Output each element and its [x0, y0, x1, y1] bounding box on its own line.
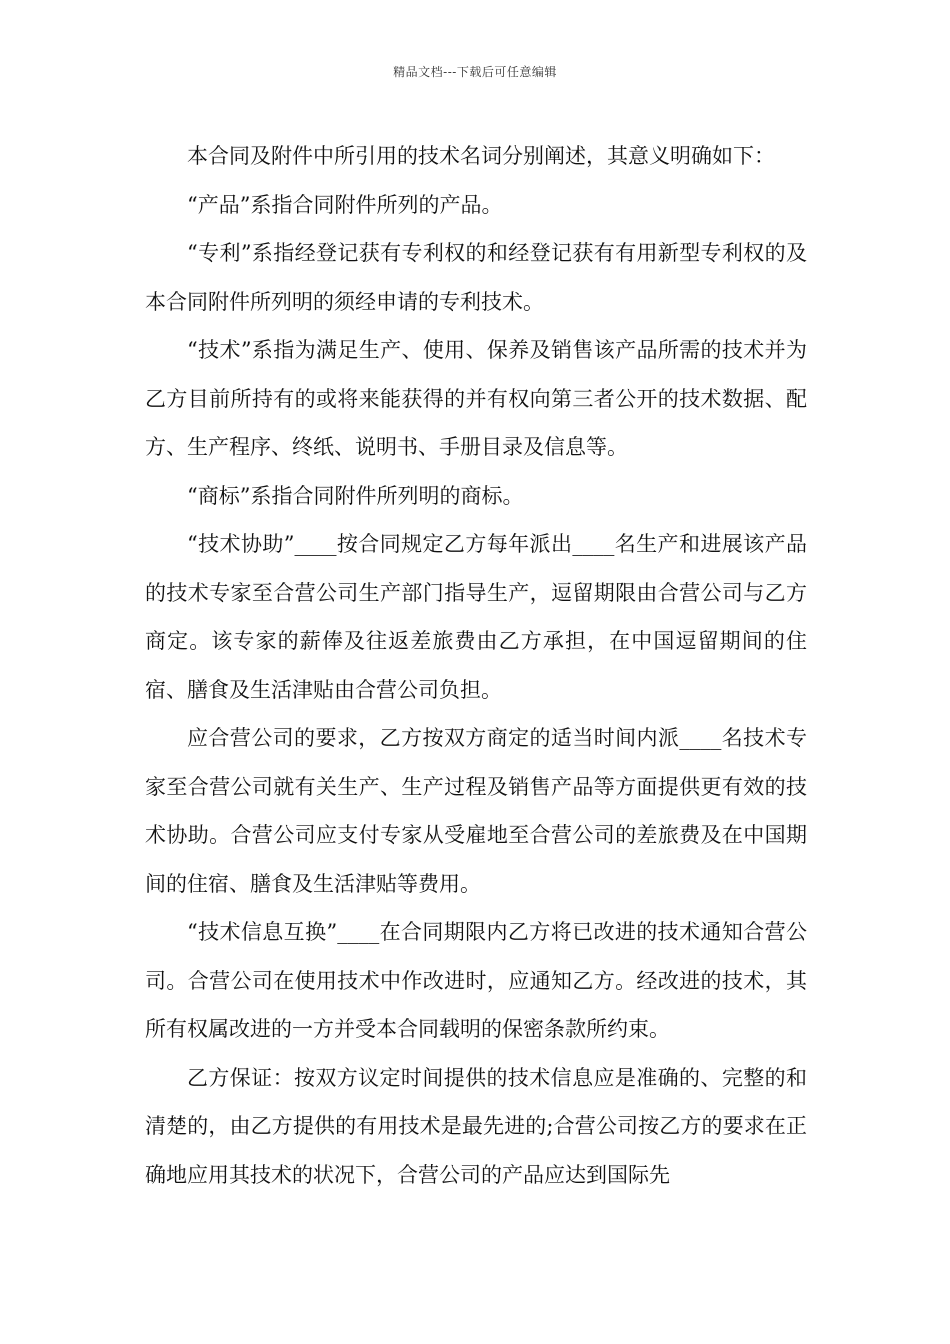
paragraph-intro: 本合同及附件中所引用的技术名词分别阐述，其意义明确如下： [187, 144, 775, 168]
paragraph-party-b-guarantee: 乙方保证：按双方议定时间提供的技术信息应是准确的、完整的和清楚的，由乙方提供的有用技术是最先进的;合营公司按乙方的要求在正确地应用其技术的状况下，合营公司的产品应达到国际先 [145, 1065, 807, 1187]
paragraph-product-definition: “产品”系指合同附件所列的产品。 [187, 192, 503, 217]
paragraph-technology-definition: “技术”系指为满足生产、使用、保养及销售该产品所需的技术并为乙方目前所持有的或将来能获得的并有权向第三者公开的技术数据、配方、生产程序、终纸、说明书、手册目录及信息等。 [145, 338, 807, 459]
paragraph-trademark-definition: “商标”系指合同附件所列明的商标。 [187, 483, 524, 508]
paragraph-patent-definition: “专利”系指经登记获有专利权的和经登记获有有用新型专利权的及本合同附件所列明的须经申请的专利技术。 [145, 241, 807, 314]
page-header: 精品文档---下载后可任意编辑 [393, 65, 557, 79]
paragraph-technical-assistance: “技术协助”____按合同规定乙方每年派出____名生产和进展该产品的技术专家至合营公司生产部门指导生产，逗留期限由合营公司与乙方商定。该专家的薪俸及往返差旅费由乙方承担，在中国逗留期间的住宿、膳食及生活津贴由合营公司负担。 [145, 532, 807, 702]
document-body [145, 132, 807, 1199]
paragraph-information-exchange: “技术信息互换”____在合同期限内乙方将已改进的技术通知合营公司。合营公司在使用技术中作改进时，应通知乙方。经改进的技术，其所有权属改进的一方并受本合同载明的保密条款所约束。 [145, 920, 807, 1041]
paragraph-assistance-request: 应合营公司的要求，乙方按双方商定的适当时间内派____名技术专家至合营公司就有关生产、生产过程及销售产品等方面提供更有效的技术协助。合营公司应支付专家从受雇地至合营公司的差旅费及在中国期间的住宿、膳食及生活津贴等费用。 [145, 726, 807, 896]
